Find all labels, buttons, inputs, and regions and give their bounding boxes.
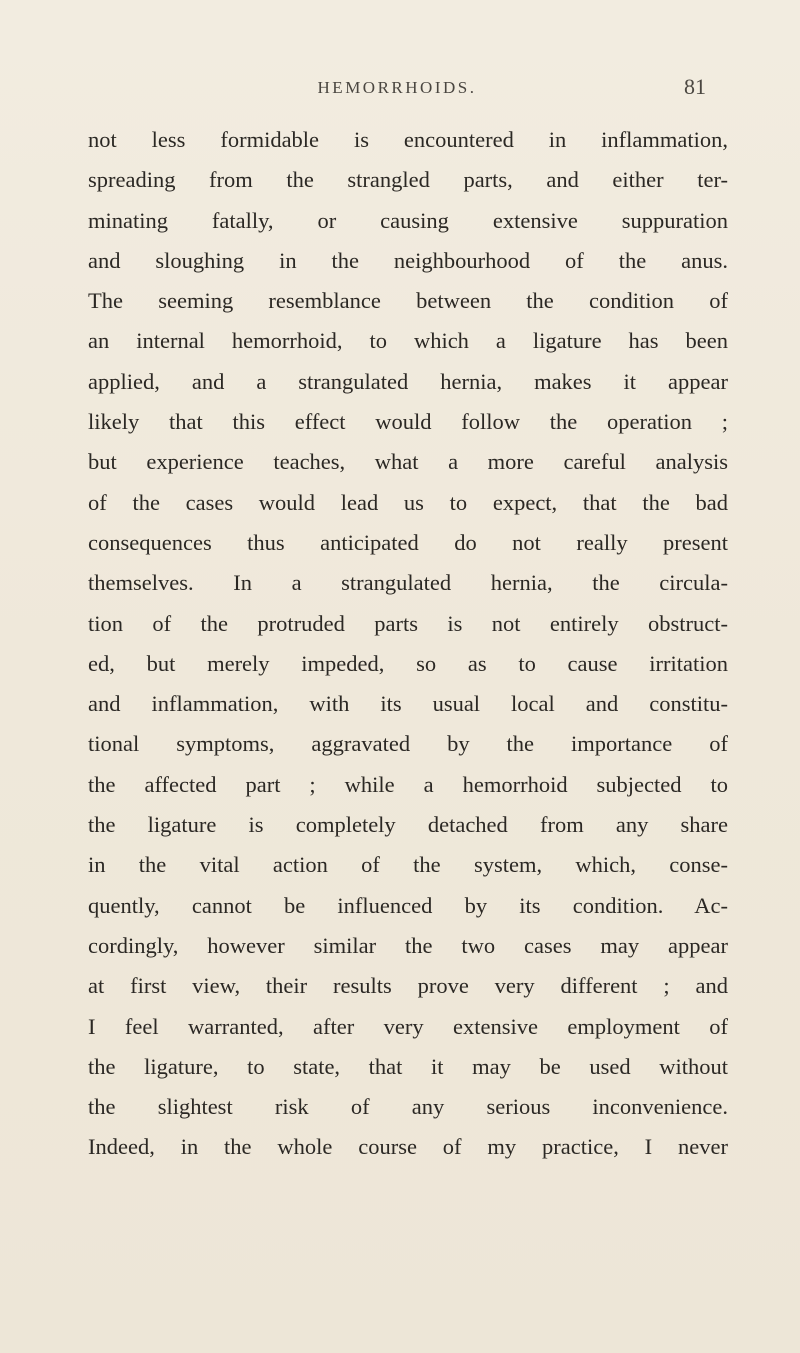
text-line: the slightest risk of any serious inconvenience.	[88, 1094, 728, 1120]
text-line: likely that this effect would follow the operation ;	[88, 409, 728, 435]
text-line: at first view, their results prove very different ; and	[88, 973, 728, 999]
text-line: but experience teaches, what a more careful analysis	[88, 449, 728, 475]
text-line: minating fatally, or causing extensive suppuration	[88, 207, 728, 233]
text-line: an internal hemorrhoid, to which a ligature has been	[88, 328, 728, 354]
text-line: tional symptoms, aggravated by the importance of	[88, 731, 728, 757]
text-line: the ligature is completely detached from any share	[88, 812, 728, 838]
text-line: and inflammation, with its usual local and constitu-	[88, 691, 728, 717]
text-line: not less formidable is encountered in inflammation,	[88, 127, 728, 152]
running-title: HEMORRHOIDS.	[317, 78, 477, 97]
text-line: and sloughing in the neighbourhood of the anus.	[88, 247, 728, 273]
text-line: consequences thus anticipated do not really present	[88, 529, 728, 555]
text-line: ed, but merely impeded, so as to cause irritation	[88, 650, 728, 676]
text-line: The seeming resemblance between the condition of	[88, 288, 728, 314]
text-line: I feel warranted, after very extensive employment of	[88, 1013, 728, 1039]
text-line: of the cases would lead us to expect, that the bad	[88, 489, 728, 515]
text-line: spreading from the strangled parts, and either ter-	[88, 167, 728, 193]
text-line: quently, cannot be influenced by its condition. Ac-	[88, 892, 728, 918]
body-text	[88, 120, 728, 1168]
running-head	[88, 74, 706, 108]
text-line: the affected part ; while a hemorrhoid subjected to	[88, 771, 728, 797]
text-line: in the vital action of the system, which, conse-	[88, 852, 728, 878]
text-line: the ligature, to state, that it may be used without	[88, 1053, 728, 1079]
text-line: cordingly, however similar the two cases may appear	[88, 932, 728, 958]
page-number: 81	[684, 74, 706, 99]
text-line: applied, and a strangulated hernia, makes it appear	[88, 368, 728, 394]
text-line: Indeed, in the whole course of my practice, I never	[88, 1134, 728, 1160]
text-line: tion of the protruded parts is not entirely obstruct-	[88, 610, 728, 636]
text-line: themselves. In a strangulated hernia, the circula-	[88, 570, 728, 596]
